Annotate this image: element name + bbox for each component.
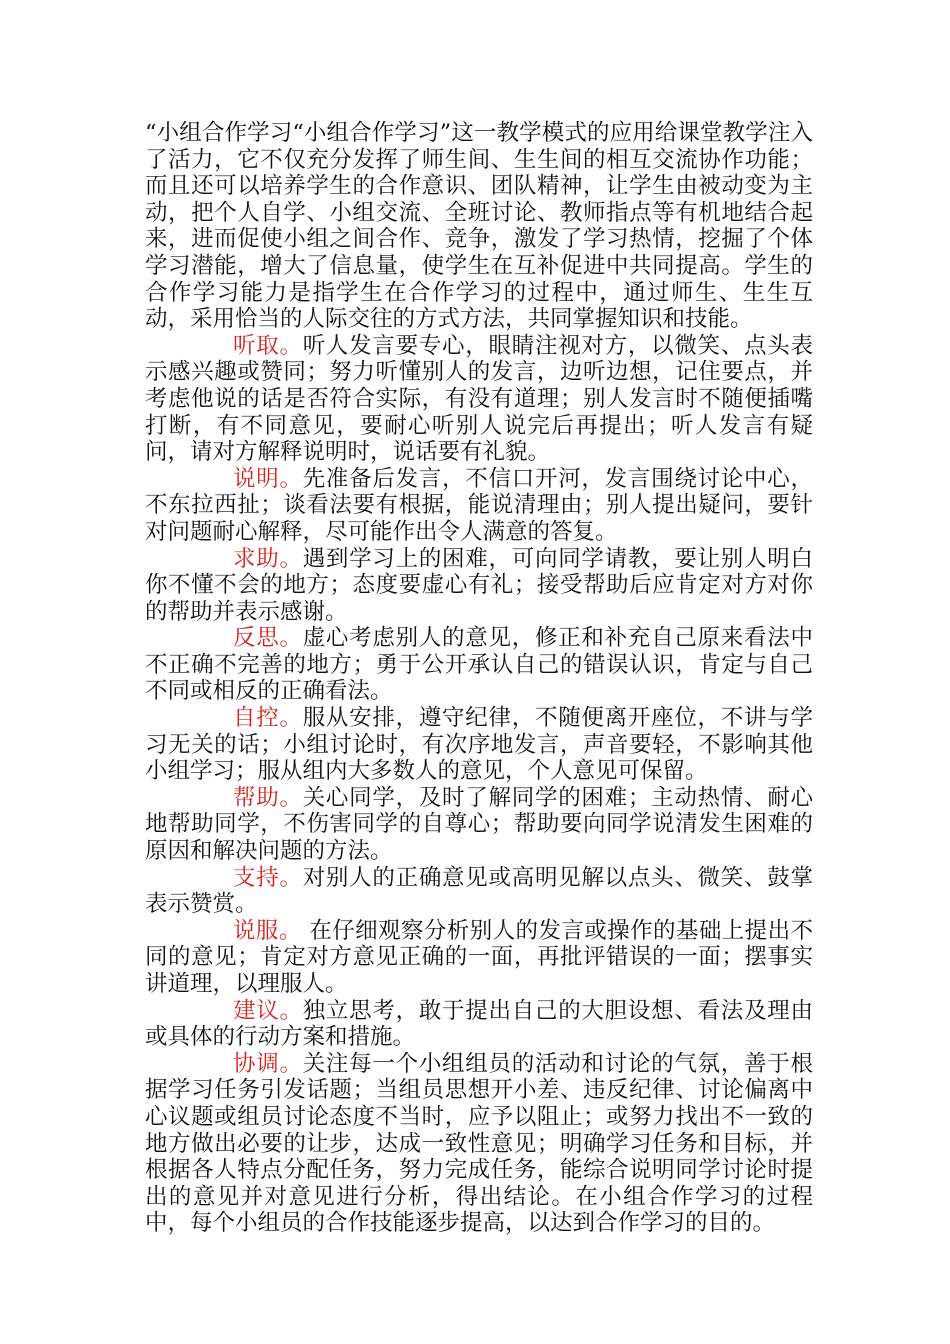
skill-text: 遇到学习上的困难，可向同学请教，要让别人明白你不懂不会的地方；态度要虚心有礼；接受帮助后应肯定对方对你的帮助并表示感谢。 — [145, 545, 813, 625]
skill-text: 在仔细观察分析别人的发言或操作的基础上提出不同的意见；肯定对方意见正确的一面，再批评错误的一面；摆事实讲道理，以理服人。 — [145, 917, 813, 997]
skill-text: 听人发言要专心，眼睛注视对方，以微笑、点头表示感兴趣或赞同；努力听懂别人的发言，边听边想，记住要点，并考虑他说的话是否符合实际，有没有道理；别人发言时不随便插嘴打断，有不同意见，要耐心听别人说完后再提出；听人发言有疑问，请对方解释说明时，说话要有礼貌。 — [145, 332, 813, 466]
skill-explaining — [145, 466, 813, 546]
skill-keyword: 自控。 — [233, 705, 303, 732]
skill-text: 独立思考，敢于提出自己的大胆设想、看法及理由或具体的行动方案和措施。 — [145, 997, 813, 1051]
skill-keyword: 反思。 — [233, 625, 303, 652]
skill-keyword: 说明。 — [233, 465, 303, 492]
skill-text: 关心同学，及时了解同学的困难；主动热情、耐心地帮助同学，不伤害同学的自尊心；帮助要向同学说清发生困难的原因和解决问题的方法。 — [145, 784, 813, 865]
skill-listening — [145, 333, 813, 466]
skill-supporting — [145, 865, 813, 918]
skill-coordinating — [145, 1051, 813, 1237]
skill-keyword: 帮助。 — [233, 784, 303, 811]
document-body — [145, 120, 813, 1237]
skill-persuading — [145, 918, 813, 998]
skill-text: 关注每一个小组组员的活动和讨论的气氛，善于根据学习任务引发话题；当组员思想开小差、违反纪律、讨论偏离中心议题或组员讨论态度不当时，应予以阻止；或努力找出不一致的地方做出必要的让步，达成一致性意见；明确学习任务和目标，并根据各人特点分配任务，努力完成任务，能综合说明同学讨论时提出的意见并对意见进行分析，得出结论。在小组合作学习的过程中，每个小组员的合作技能逐步提高，以达到合作学习的目的。 — [145, 1050, 813, 1237]
skill-keyword: 听取。 — [233, 332, 303, 359]
skill-text: 服从安排，遵守纪律，不随便离开座位，不讲与学习无关的话；小组讨论时，有次序地发言，声音要轻，不影响其他小组学习；服从组内大多数人的意见，个人意见可保留。 — [145, 705, 813, 785]
skill-keyword: 建议。 — [233, 997, 303, 1024]
skill-text: 先准备后发言，不信口开河，发言围绕讨论中心，不东拉西扯；谈看法要有根据，能说清理由；别人提出疑问，要针对问题耐心解释，尽可能作出令人满意的答复。 — [145, 465, 813, 545]
skill-helping — [145, 785, 813, 865]
skill-keyword: 协调。 — [233, 1050, 303, 1077]
intro-paragraph: “小组合作学习“小组合作学习”这一教学模式的应用给课堂教学注入了活力，它不仅充分发挥了师生间、生生间的相互交流协作功能；而且还可以培养学生的合作意识、团队精神，让学生由被动变为主动，把个人自学、小组交流、全班讨论、教师指点等有机地结合起来，进而促使小组之间合作、竞争，激发了学习热情，挖掘了个体学习潜能，增大了信息量，使学生在互补促进中共同提高。学生的合作学习能力是指学生在合作学习的过程中，通过师生、生生互动，采用恰当的人际交往的方式方法，共同掌握知识和技能。 — [145, 120, 813, 333]
skill-keyword: 支持。 — [233, 864, 303, 891]
skill-text: 虚心考虑别人的意见，修正和补充自己原来看法中不正确不完善的地方；勇于公开承认自己的错误认识，肯定与自己不同或相反的正确看法。 — [145, 625, 813, 705]
skill-keyword: 求助。 — [233, 545, 303, 572]
skill-text: 对别人的正确意见或高明见解以点头、微笑、鼓掌表示赞赏。 — [145, 864, 813, 918]
skill-reflecting — [145, 625, 813, 705]
skill-seeking-help — [145, 546, 813, 626]
skill-suggesting — [145, 998, 813, 1051]
skill-keyword: 说服。 — [233, 917, 302, 944]
skill-self-control — [145, 705, 813, 785]
